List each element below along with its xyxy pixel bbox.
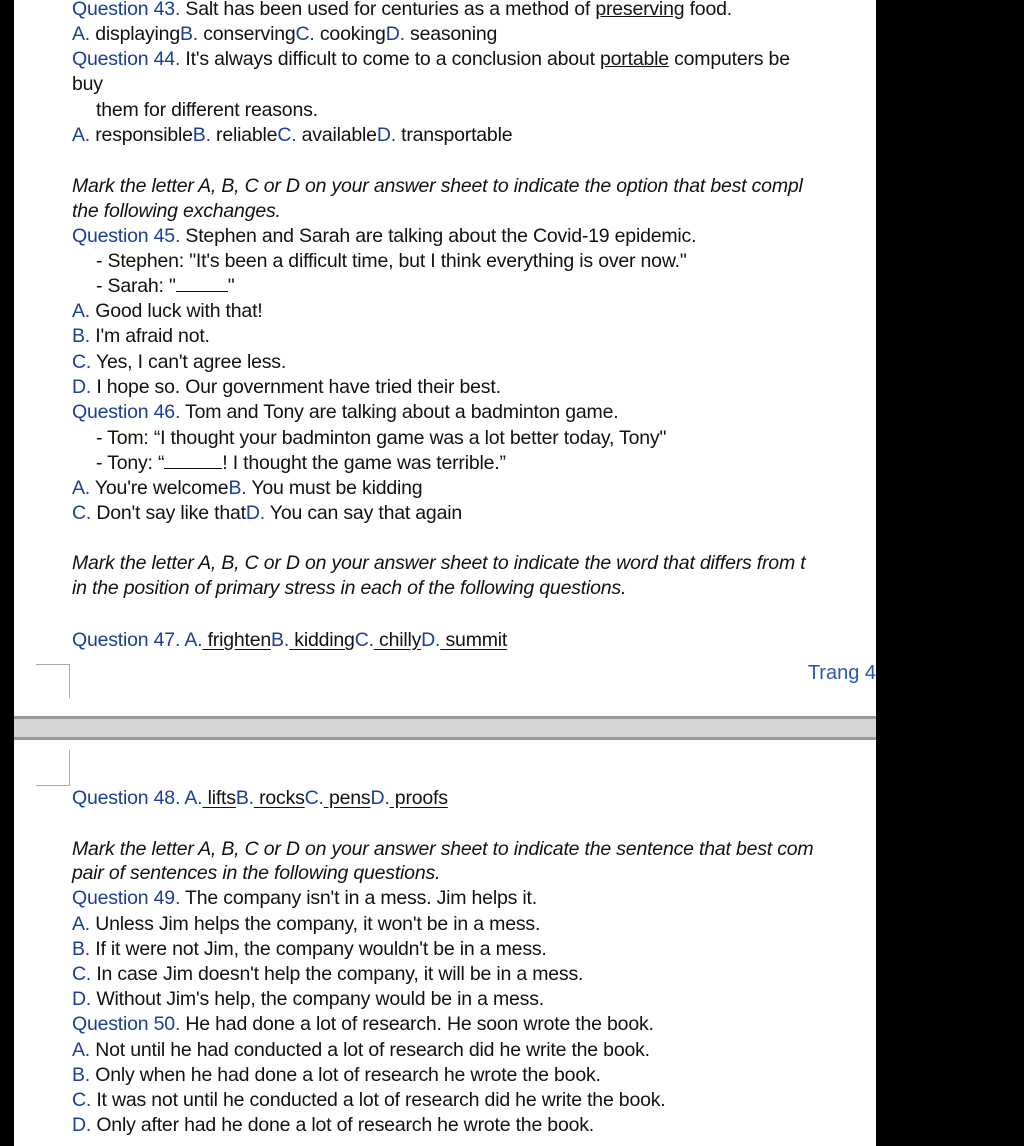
q46-options-ab: A. You're welcomeB. You must be kidding <box>72 477 423 499</box>
q46-options-cd: C. Don't say like thatD. You can say that again <box>72 502 463 524</box>
document-page-1 <box>14 0 876 716</box>
q50-option-d: D. Only after had he done a lot of research he wrote the book. <box>72 1114 595 1136</box>
q45-stem: Question 45. Stephen and Sarah are talking about the Covid-19 epidemic. <box>72 225 697 247</box>
page-number: Trang 4 <box>807 662 876 684</box>
q46-stem: Question 46. Tom and Tony are talking about a badminton game. <box>72 401 619 423</box>
q45-dialogue-1: - Stephen: "It's been a difficult time, but I think everything is over now." <box>96 250 687 272</box>
answer-blank <box>176 277 228 292</box>
q45-option-d: D. I hope so. Our government have tried their best. <box>72 376 501 398</box>
instruction-exchanges-line2: the following exchanges. <box>72 200 281 222</box>
q45-option-b: B. I'm afraid not. <box>72 325 210 347</box>
q50-stem: Question 50. He had done a lot of research. He soon wrote the book. <box>72 1013 654 1035</box>
q48-stem: Question 48. A. liftsB. rocksC. pensD. proofs <box>72 787 448 809</box>
document-page-2 <box>14 740 876 1146</box>
instruction-combine-line1: Mark the letter A, B, C or D on your answer sheet to indicate the sentence that best com <box>72 838 814 860</box>
page-corner-mark <box>36 664 70 698</box>
answer-blank <box>164 454 222 469</box>
page-separator <box>14 716 876 740</box>
q46-dialogue-1: - Tom: “I thought your badminton game was a lot better today, Tony" <box>96 427 667 449</box>
q50-option-b: B. Only when he had done a lot of research he wrote the book. <box>72 1064 601 1086</box>
q44-stem: Question 44. It's always difficult to come to a conclusion about portable computers be <box>72 48 790 70</box>
instruction-exchanges-line1: Mark the letter A, B, C or D on your answer sheet to indicate the option that best compl <box>72 175 803 197</box>
q45-option-a: A. Good luck with that! <box>72 300 263 322</box>
q47-stem: Question 47. A. frightenB. kiddingC. chillyD. summit <box>72 629 508 651</box>
q45-dialogue-2: - Sarah: " " <box>96 275 235 297</box>
q49-option-c: C. In case Jim doesn't help the company, it will be in a mess. <box>72 963 584 985</box>
q44-stem-cont2: them for different reasons. <box>96 99 318 121</box>
q49-stem: Question 49. The company isn't in a mess. Jim helps it. <box>72 887 537 909</box>
q46-dialogue-2: - Tony: “ ! I thought the game was terrible.” <box>96 452 506 474</box>
q49-option-d: D. Without Jim's help, the company would be in a mess. <box>72 988 544 1010</box>
q44-options: A. responsibleB. reliableC. availableD. transportable <box>72 124 513 146</box>
instruction-stress-line1: Mark the letter A, B, C or D on your answer sheet to indicate the word that differs from t <box>72 552 806 574</box>
page-corner-mark <box>36 750 70 786</box>
q44-stem-cont: buy <box>72 73 103 95</box>
instruction-stress-line2: in the position of primary stress in each of the following questions. <box>72 577 627 599</box>
q49-option-a: A. Unless Jim helps the company, it won't be in a mess. <box>72 913 541 935</box>
q43-options: A. displayingB. conservingC. cookingD. seasoning <box>72 23 498 45</box>
instruction-combine-line2: pair of sentences in the following questions. <box>72 862 441 884</box>
q45-option-c: C. Yes, I can't agree less. <box>72 351 287 373</box>
q50-option-c: C. It was not until he conducted a lot of research did he write the book. <box>72 1089 666 1111</box>
q50-option-a: A. Not until he had conducted a lot of research did he write the book. <box>72 1039 650 1061</box>
q49-option-b: B. If it were not Jim, the company wouldn't be in a mess. <box>72 938 547 960</box>
q43-stem: Question 43. Salt has been used for centuries as a method of preserving food. <box>72 0 732 20</box>
